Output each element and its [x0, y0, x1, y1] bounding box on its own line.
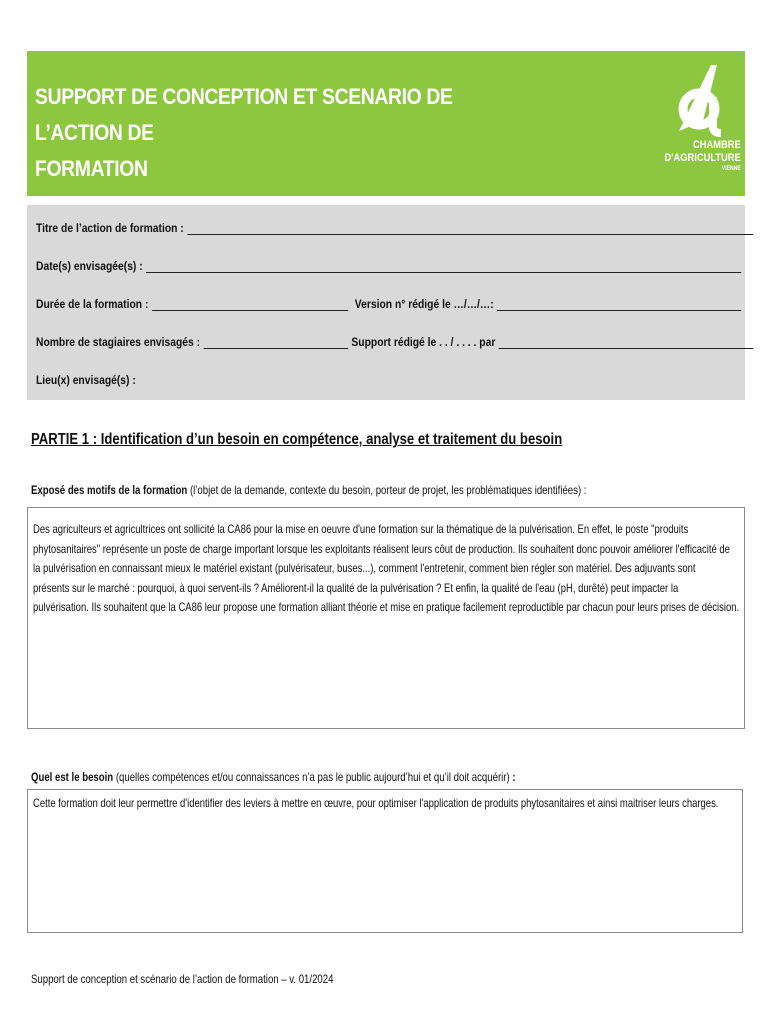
expose-text	[33, 520, 744, 618]
titre-field[interactable]	[187, 223, 753, 235]
logo-line-vienne: VIENNE	[722, 166, 741, 172]
duree-field[interactable]	[152, 299, 348, 311]
logo-line-agriculture: D'AGRICULTURE	[664, 152, 741, 164]
lieu-row	[36, 371, 136, 387]
footer-text: Support de conception et scénario de l’action de formation – v. 01/2024	[31, 972, 334, 986]
expose-line: pulvérisation. Ils souhaitent que la CA86 leur propose une formation alliant théorie et mise en pratique facilement reproductible par chacun pour leurs prises de décision.	[33, 600, 740, 614]
header-banner	[27, 51, 745, 196]
besoin-text: Cette formation doit leur permettre d'identifier des leviers à mettre en œuvre, pour optimiser l'application de produits phytosanitaires et ainsi maitriser leurs charges.	[33, 796, 719, 810]
document-title	[35, 79, 528, 187]
partie-1-heading: PARTIE 1 : Identification d’un besoin en compétence, analyse et traitement du besoin	[31, 431, 563, 448]
stagiaires-field[interactable]	[203, 337, 347, 349]
expose-line: présents sur le marché : pourquoi, à quoi servent-ils ? Améliorent-il la qualité de la pulvérisation ? Et enfin, la qualité de l'eau (pH, durêté) peut impacter la	[33, 580, 679, 595]
version-field[interactable]	[497, 299, 741, 311]
dates-label: Date(s) envisagée(s) :	[36, 259, 143, 273]
logo-wordmark	[665, 139, 741, 174]
expose-line: phytosanitaires" représente un poste de charge important lorsque les exploitants réalisent leurs côut de production. Ils souhaitent donc pouvoir améliorer l'efficacité de	[33, 541, 730, 556]
besoin-label	[31, 770, 516, 784]
expose-label	[31, 483, 586, 497]
expose-label-bold: Exposé des motifs de la formation	[31, 483, 188, 497]
expose-label-rest: (l’objet de la demande, contexte du besoin, porteur de projet, les problématiques identifiées) :	[187, 483, 587, 497]
support-field[interactable]	[499, 337, 754, 349]
expose-textbox[interactable]	[27, 507, 745, 729]
document-title-line-2: FORMATION	[35, 156, 148, 181]
stagiaires-label: Nombre de stagiaires envisagés :	[36, 335, 201, 349]
document-title-line-1: SUPPORT DE CONCEPTION ET SCENARIO DE L’ACTION DE	[35, 84, 453, 145]
stagiaires-row	[36, 333, 753, 349]
besoin-label-colon: :	[512, 770, 516, 784]
dates-row	[36, 257, 741, 273]
titre-row	[36, 219, 753, 235]
titre-label: Titre de l’action de formation :	[36, 221, 184, 235]
lieu-label: Lieu(x) envisagé(s) :	[36, 373, 136, 387]
version-label: Version n° rédigé le …/…/…:	[354, 297, 494, 311]
besoin-textbox[interactable]	[27, 789, 743, 933]
logo-line-chambre: CHAMBRE	[693, 139, 741, 151]
info-panel	[27, 205, 745, 400]
besoin-label-rest: (quelles compétences et/ou connaissances n’a pas le public aujourd’hui et qu’il doit acquérir)	[113, 770, 513, 784]
besoin-label-bold: Quel est le besoin	[31, 770, 114, 784]
dates-field[interactable]	[146, 261, 741, 273]
expose-line: Des agriculteurs et agricultrices ont sollicité la CA86 pour la mise en oeuvre d'une formation sur la thématique de la pulvérisation. En effet, le poste "produits	[33, 522, 689, 536]
expose-line: la pulvérisation en connaissant mieux le matériel existant (pulvérisateur, buses...), comment l'entretenir, comment bien régler son matériel. Des adjuvants sont	[33, 561, 696, 575]
duree-label: Durée de la formation :	[36, 297, 149, 311]
duree-row	[36, 295, 741, 311]
support-label: Support rédigé le . . / . . . . par	[351, 335, 496, 349]
